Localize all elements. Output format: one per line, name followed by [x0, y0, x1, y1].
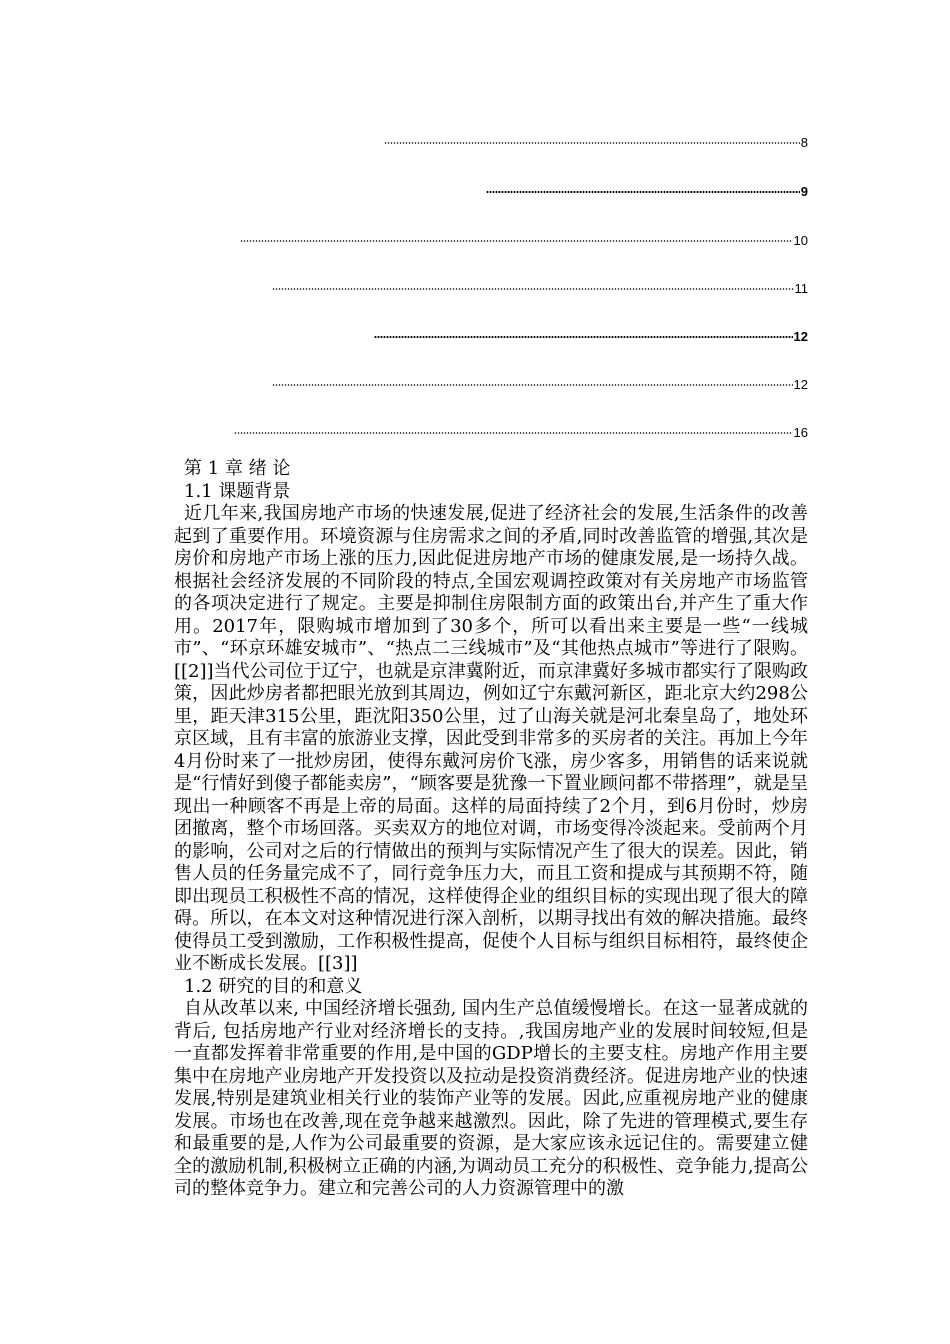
toc-leader: [384, 141, 800, 145]
toc-entry[interactable]: [272, 276, 808, 296]
toc-entry[interactable]: [374, 324, 808, 344]
toc-entry[interactable]: [240, 228, 808, 248]
toc-leader: [234, 431, 793, 435]
toc-page-number: 16: [793, 425, 808, 440]
toc-entry[interactable]: [272, 372, 808, 392]
toc-page-number: 12: [793, 329, 808, 344]
toc-leader: [374, 335, 793, 339]
toc-leader: [272, 287, 794, 291]
document-body: [174, 458, 808, 1201]
section-heading-1-1: 1.1 课题背景: [184, 480, 291, 502]
paragraph-background: 近几年来,我国房地产市场的快速发展,促进了经济社会的发展,生活条件的改善起到了重要作用。环境资源与住房需求之间的矛盾,同时改善监管的增强,其次是房价和房地产市场上涨的压力,因此促进房地产市场的健康发展,是一场持久战。根据社会经济发展的不同阶段的特点,全国宏观调控政策对有关房地产市场监管的各项决定进行了规定。主要是抑制住房限制方面的政策出台,并产生了重大作用。2017年，限购城市增加到了30多个，所可以看出来主要是一些“一线城市”、“环京环雄安城市”、“热点二三线城市”及“其他热点城市”等进行了限购。[[2]]当代公司位于辽宁，也就是京津冀附近，而京津冀好多城市都实行了限购政策，因此炒房者都把眼光放到其周边，例如辽宁东戴河新区，距北京大约298公里，距天津315公里，距沈阳350公里，过了山海关就是河北秦皇岛了，地处环京区域，且有丰富的旅游业支撑，因此受到非常多的买房者的关注。再加上今年4月份时来了一批炒房团，使得东戴河房价飞涨，房少客多，用销售的话来说就是“行情好到傻子都能卖房”，“顾客要是犹豫一下置业顾问都不带搭理”，就是呈现出一种顾客不再是上帝的局面。这样的局面持续了2个月，到6月份时，炒房团撤离，整个市场回落。买卖双方的地位对调，市场变得冷淡起来。受前两个月的影响，公司对之后的行情做出的预判与实际情况产生了很大的误差。因此，销售人员的任务量完成不了，同行竞争压力大，而且工资和提成与其预期不符，随即出现员工积极性不高的情况，这样使得企业的组织目标的实现出现了很大的障碍。所以，在本文对这种情况进行深入剖析，以期寻找出有效的解决措施。最终使得员工受到激励，工作积极性提高，促使个人目标与组织目标相符，最终使企业不断成长发展。[[3]]: [174, 503, 808, 974]
toc-page-number: 11: [794, 281, 808, 296]
toc-page-number: 12: [793, 377, 808, 392]
toc-page-number: 8: [800, 135, 808, 150]
toc-page-number: 10: [793, 233, 808, 248]
section-heading-1-2: 1.2 研究的目的和意义: [184, 975, 363, 997]
toc-entry[interactable]: [486, 179, 808, 199]
toc-leader: [486, 190, 800, 194]
toc-leader: [272, 383, 793, 387]
toc-page-number: 9: [800, 184, 808, 199]
chapter-heading: 第 1 章 绪 论: [184, 458, 291, 479]
toc-entry[interactable]: [384, 130, 808, 150]
toc-leader: [240, 239, 793, 243]
paragraph-purpose: 自从改革以来, 中国经济增长强劲, 国内生产总值缓慢增长。在这一显著成就的背后, 包括房地产行业对经济增长的支持。,我国房地产业的发展时间较短,但是一直都发挥着非常重要的作用,是中国的GDP增长的主要支柱。房地产作用主要集中在房地产业房地产开发投资以及拉动是投资消费经济。促进房地产业的快速发展,特别是建筑业相关行业的装饰产业等的发展。因此,应重视房地产业的健康发展。市场也在改善,现在竞争越来越激烈。因此，除了先进的管理模式,要生存和最重要的是,人作为公司最重要的资源，是大家应该永远记住的。需要建立健全的激励机制,积极树立正确的内涵,为调动员工充分的积极性、竞争能力,提高公司的整体竞争力。建立和完善公司的人力资源管理中的激: [174, 998, 808, 1199]
toc-entry[interactable]: [234, 420, 808, 440]
